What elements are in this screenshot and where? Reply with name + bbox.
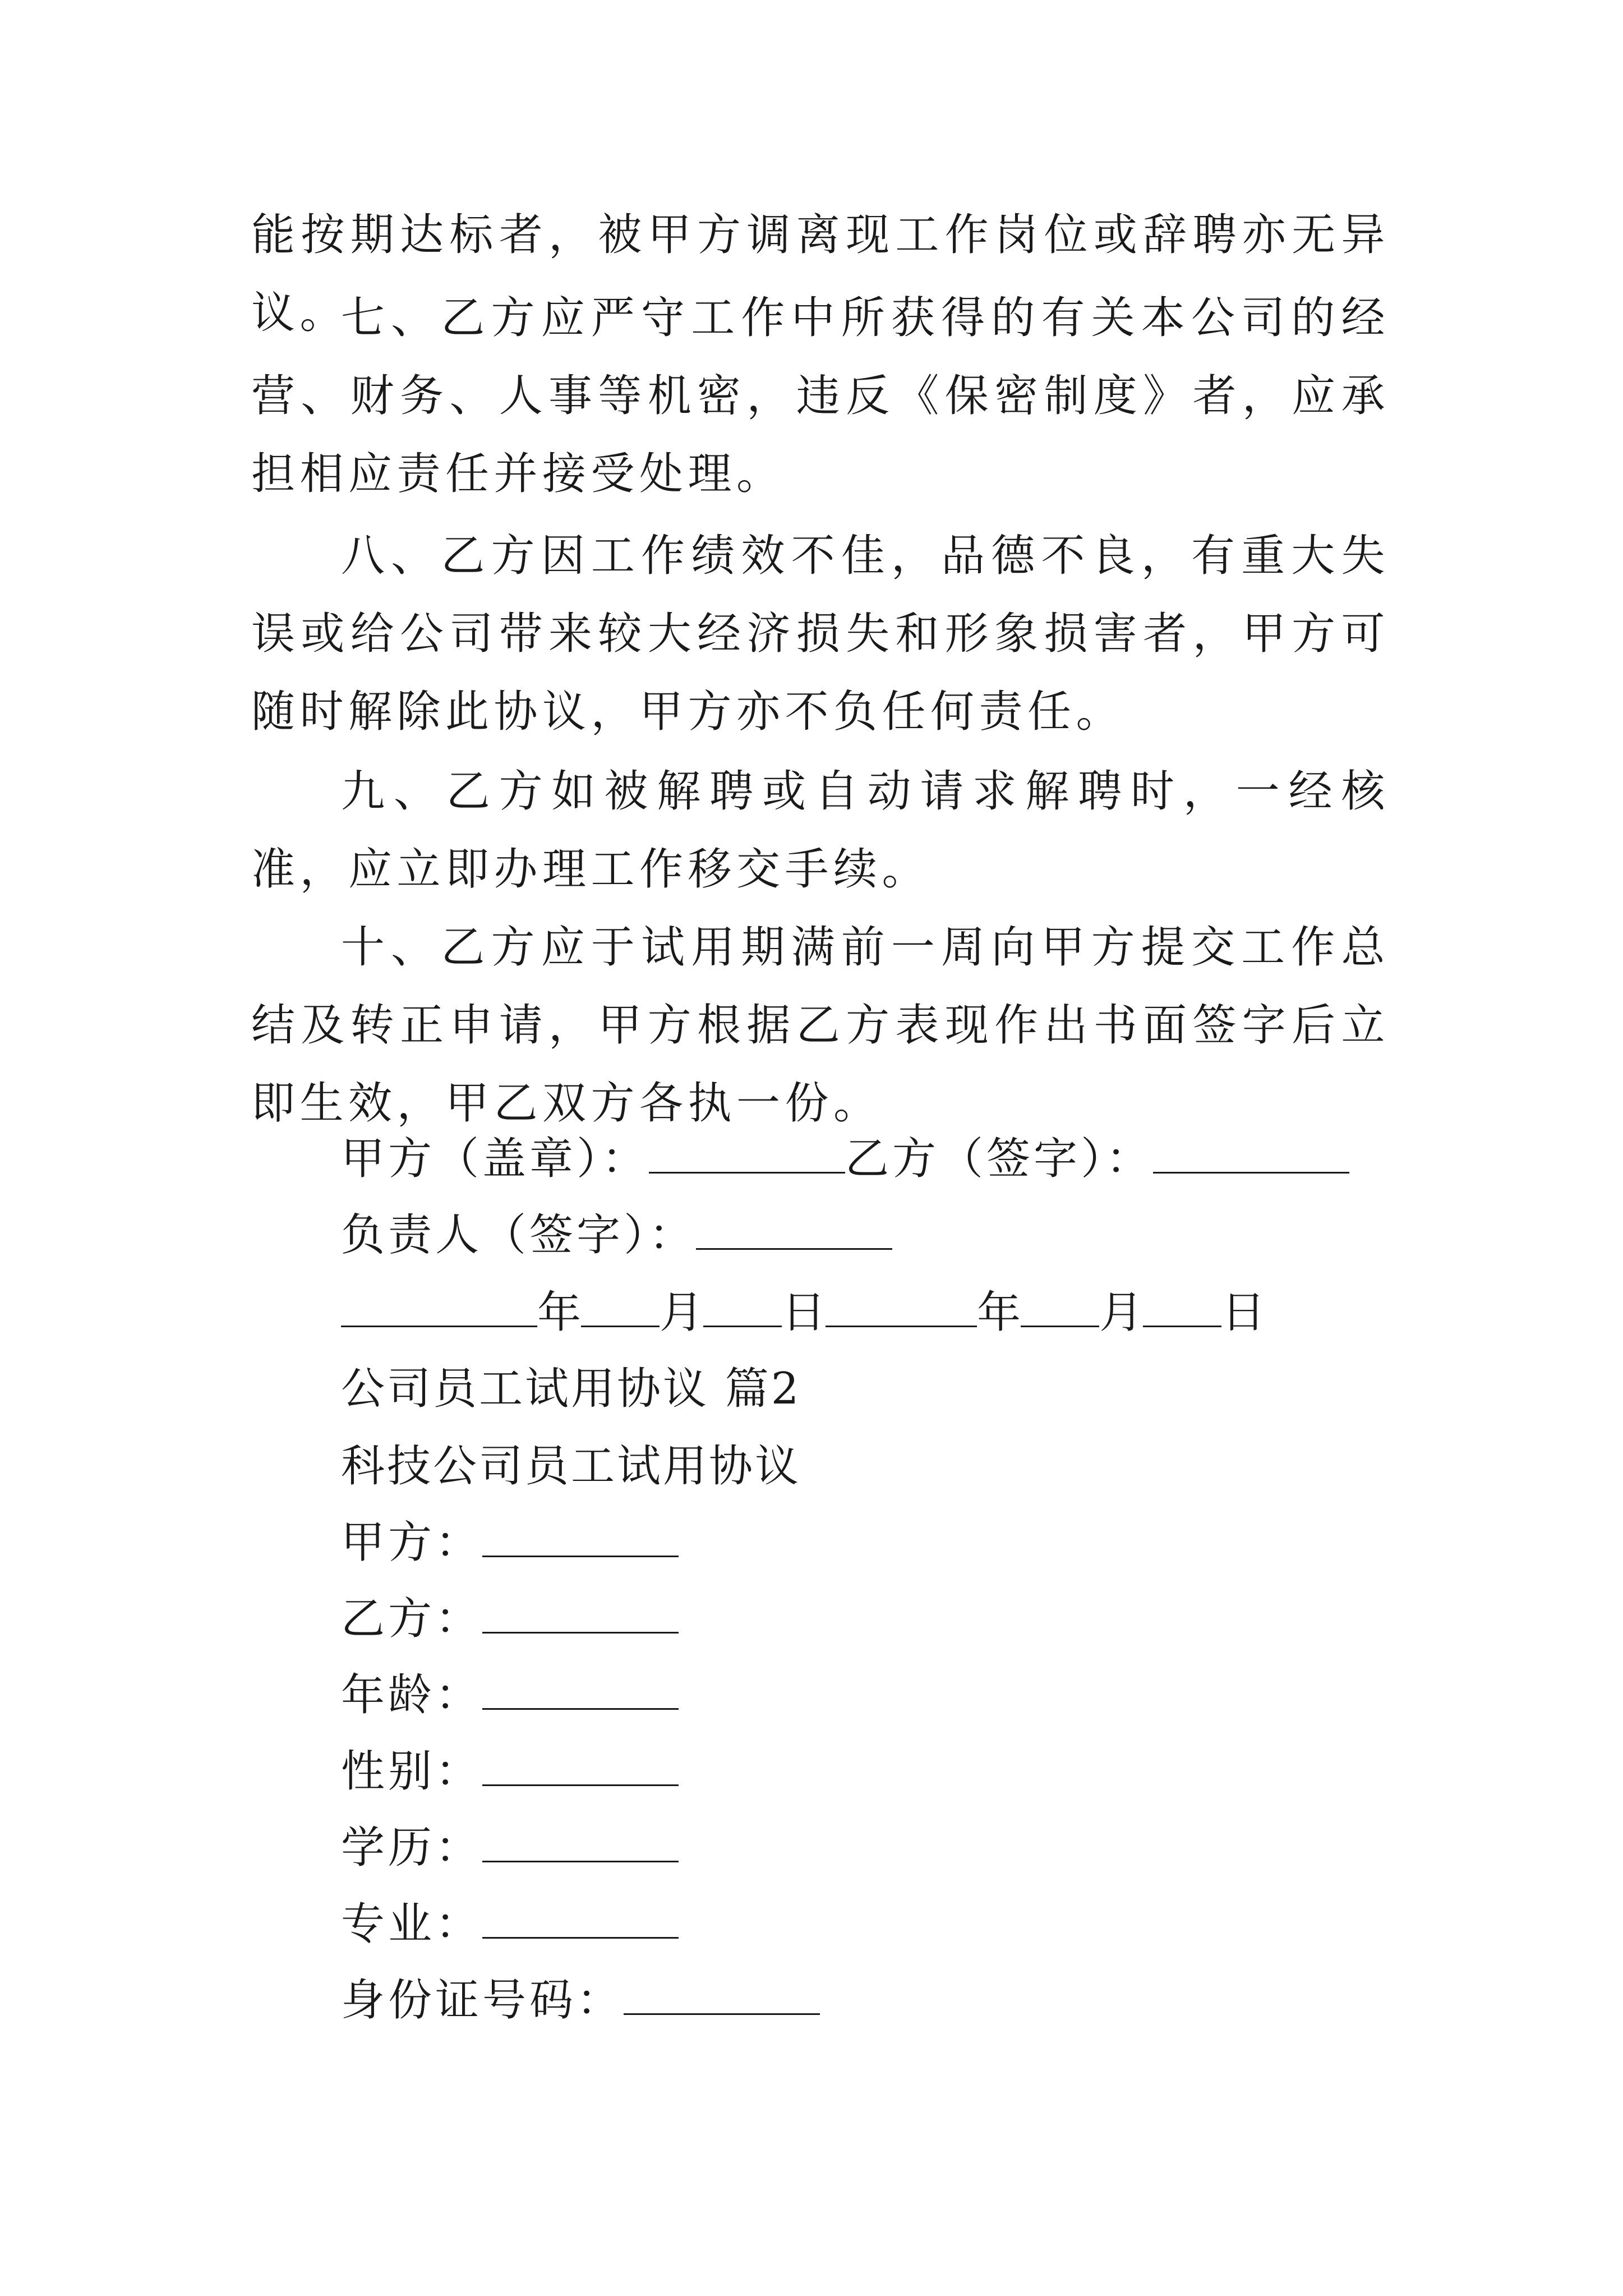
date-line: [341, 1285, 1265, 1341]
field-gender-blank[interactable]: [482, 1745, 679, 1786]
date-a-year-blank[interactable]: [341, 1286, 537, 1327]
date-b-month-blank[interactable]: [1021, 1286, 1099, 1327]
party-a-seal-blank[interactable]: [649, 1133, 845, 1174]
party-b-sign-blank[interactable]: [1153, 1133, 1349, 1174]
field-id-number-label: 身份证号码：: [341, 1975, 624, 2026]
date-b-day-blank[interactable]: [1143, 1286, 1221, 1327]
agreement-title: 科技公司员工试用协议: [341, 1441, 801, 1492]
responsible-sign-blank[interactable]: [696, 1209, 892, 1250]
clause-7: 七、乙方应严守工作中所获得的有关本公司的经营、财务、人事等机密，违反《保密制度》者，应承担相应责任并接受处理。: [251, 293, 1390, 499]
date-b-year-blank[interactable]: [826, 1286, 977, 1327]
field-major-label: 专业：: [341, 1899, 483, 1949]
field-age-blank[interactable]: [482, 1669, 679, 1710]
field-age: [341, 1667, 679, 1723]
field-id-number-blank[interactable]: [624, 1974, 820, 2015]
field-gender: [341, 1743, 679, 1800]
party-a-seal-label: 甲方（盖章）：: [341, 1134, 649, 1184]
date-a-day-blank[interactable]: [703, 1286, 782, 1327]
field-education-blank[interactable]: [482, 1821, 679, 1862]
field-age-label: 年龄：: [341, 1670, 483, 1720]
field-party-b-label: 乙方：: [341, 1594, 483, 1644]
clause-10: 十、乙方应于试用期满前一周向甲方提交工作总结及转正申请，甲方根据乙方表现作出书面签字后立即生效，甲乙双方各执一份。: [251, 922, 1390, 1129]
field-party-a-label: 甲方：: [341, 1517, 483, 1568]
field-party-b-blank[interactable]: [482, 1593, 679, 1634]
signature-line-parties: [341, 1131, 1349, 1187]
date-a-month-label: 月: [660, 1287, 704, 1338]
date-b-day-label: 日: [1221, 1287, 1266, 1338]
field-party-a: [341, 1515, 679, 1571]
field-party-a-blank[interactable]: [482, 1516, 679, 1557]
field-id-number: [341, 1972, 820, 2028]
field-gender-label: 性别：: [341, 1746, 483, 1797]
date-b-month-label: 月: [1099, 1287, 1144, 1338]
date-a-day-label: 日: [782, 1287, 826, 1338]
clause-9: 九、乙方如被解聘或自动请求解聘时，一经核准，应立即办理工作移交手续。: [251, 766, 1390, 895]
section-heading: 公司员工试用协议 篇2: [341, 1364, 801, 1414]
date-b-year-label: 年: [977, 1287, 1021, 1338]
date-a-month-blank[interactable]: [581, 1286, 660, 1327]
paragraph-continuation: 能按期达标者，被甲方调离现工作岗位或辞聘亦无异议。: [251, 210, 1390, 338]
responsible-sign-label: 负责人（签字）：: [341, 1210, 697, 1260]
party-b-sign-label: 乙方（签字）：: [845, 1134, 1154, 1184]
field-party-b: [341, 1591, 679, 1647]
field-major: [341, 1896, 679, 1952]
field-education-label: 学历：: [341, 1823, 483, 1873]
date-a-year-label: 年: [537, 1287, 582, 1338]
field-education: [341, 1820, 679, 1876]
field-major-blank[interactable]: [482, 1898, 679, 1939]
signature-line-responsible: [341, 1207, 892, 1263]
clause-8: 八、乙方因工作绩效不佳，品德不良，有重大失误或给公司带来较大经济损失和形象损害者，甲方可随时解除此协议，甲方亦不负任何责任。: [251, 531, 1390, 737]
